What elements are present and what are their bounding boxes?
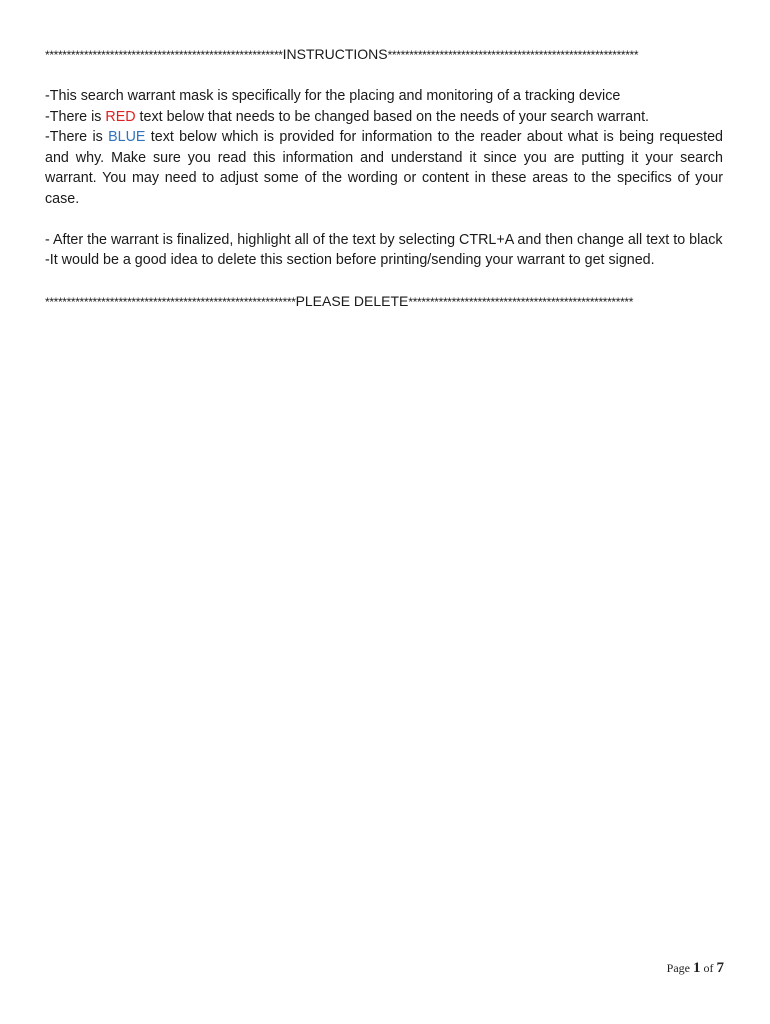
of-label: of: [703, 961, 714, 975]
blue-keyword: BLUE: [108, 129, 146, 145]
line2-suffix: text below that needs to be changed based on the needs of your search warrant.: [135, 108, 650, 125]
instructions-block: [45, 44, 723, 313]
instruction-line-1: -This search warrant mask is specifically for the placing and monitoring of a tracking device: [45, 88, 621, 104]
please-delete-title: PLEASE DELETE: [295, 293, 409, 309]
spacer: [45, 209, 723, 230]
red-keyword: RED: [105, 108, 136, 125]
instructions-header: [45, 44, 723, 66]
spacer: [45, 271, 723, 292]
line3-prefix: -There is: [45, 129, 109, 145]
instruction-line-5: -It would be a good idea to delete this section before printing/sending your warrant to get signed.: [45, 252, 655, 268]
page-label: Page: [666, 961, 690, 975]
total-pages: 7: [716, 960, 724, 976]
instruction-line-4: - After the warrant is finalized, highlight all of the text by selecting CTRL+A and then change all text to black: [45, 231, 723, 248]
instruction-line-2: [45, 107, 723, 128]
footer-stars-right: ****************************************************: [408, 295, 634, 309]
current-page: 1: [693, 960, 701, 976]
instruction-line-3: [45, 127, 723, 209]
line2-prefix: -There is: [45, 108, 106, 125]
please-delete-banner: [45, 291, 723, 313]
footer-stars-left: **********************************************************: [45, 295, 296, 309]
instructions-title: INSTRUCTIONS: [282, 46, 388, 62]
header-stars-right: **********************************************************: [387, 48, 639, 62]
header-stars-left: *******************************************************: [45, 48, 283, 62]
spacer: [45, 66, 723, 87]
line3-suffix: text below which is provided for information to the reader about what is being requested and why. Make sure you read this information and understand it since you are putting it your search warrant. You may need to adjust some of the wording or content in these areas to the specifics of your case.: [45, 129, 723, 207]
page-number: [667, 960, 724, 977]
